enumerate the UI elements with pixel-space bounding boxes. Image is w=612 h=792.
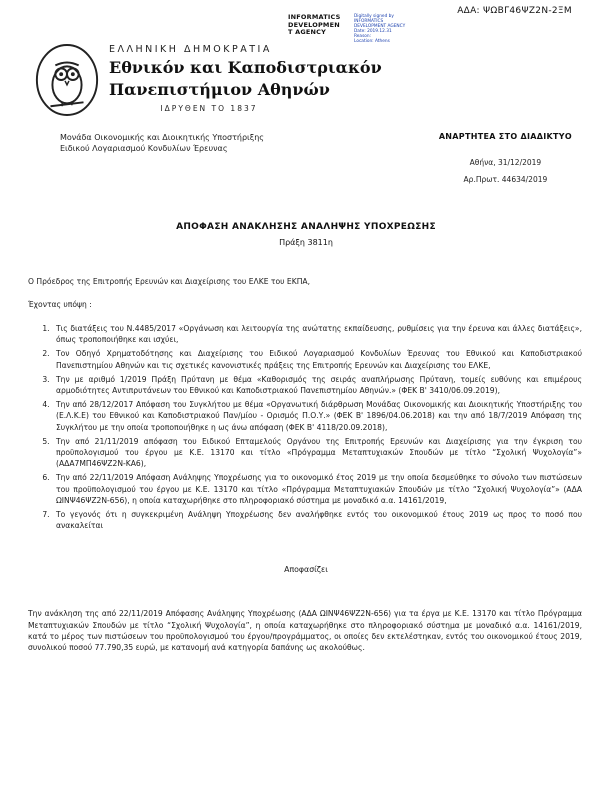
list-item: 7. Το γεγονός ότι η συγκεκριμένη Ανάληψη Υποχρέωσης δεν αναλήφθηκε εντός του οικονομικού έτους 2019 ως προς το ποσό που ανακαλείται	[52, 509, 582, 531]
university-name-line1: Εθνικόν και Καποδιστριακόν	[109, 58, 382, 77]
unit-line1: Μονάδα Οικονομικής και Διοικητικής Υποστήριξης	[60, 133, 264, 142]
list-item: 5. Την από 21/11/2019 απόφαση του Ειδικού Επταμελούς Οργάνου της Επιτροπής Ερευνών και Διαχείρισης για την έγκριση του προϋπολογισμού του έργου με Κ.Ε. 13170 και τίτλο «Πρόγραμμα Μεταπτυχιακών Σπουδών με τίτλο “Σχολική Ψυχολογία”» (ΑΔΑ7ΜΠ46ΨΖ2Ν-ΚΑ6),	[52, 436, 582, 470]
document-title: ΑΠΟΦΑΣΗ ΑΝΑΚΛΗΣΗΣ ΑΝΑΛΗΨΗΣ ΥΠΟΧΡΕΩΣΗΣ	[176, 222, 436, 232]
decision-paragraph: Την ανάκληση της από 22/11/2019 Απόφασης Ανάληψης Υποχρέωσης (ΑΔΑ ΩΙΝΨ46ΨΖ2Ν-656) για τα έργα με Κ.Ε. 13170 και τίτλο Πρόγραμμα Μεταπτυχιακών Σπουδών με τίτλο “Σχολική Ψυχολογία”, η οποία καταχωρήθηκε στο πληροφοριακό σύστημα με μοναδικό α.α. 14161/2019, κατά το μέρος των πιστώσεων του προϋπολογισμού του έργου/προγράμματος, οι οποίες δεν εκτελέστηκαν, εντός του οικονομικού έτους 2019, συνολικού ποσού 77.790,35 ευρώ, με κατανομή ανά κατηγορία δαπάνης ως ακολούθως.	[28, 609, 582, 653]
publish-on-internet-label: ΑΝΑΡΤΗΤΕΑ ΣΤΟ ΔΙΑΔΙΚΤΥΟ	[438, 132, 572, 141]
founded-label: ΙΔΡΥΘΕΝ ΤΟ 1837	[160, 104, 258, 113]
list-item: 6. Την από 22/11/2019 Απόφαση Ανάληψης Υποχρέωσης για το οικονομικό έτος 2019 με την οποία δεσμεύθηκε το σύνολο των πιστώσεων του προϋπολογισμού του έργου με Κ.Ε. 13170 και τίτλο «Πρόγραμμα Μεταπτυχιακών Σπουδών με τίτλο “Σχολική Ψυχολογία”» (ΑΔΑ ΩΙΝΨ46ΨΖ2Ν-656), η οποία καταχωρήθηκε στο πληροφοριακό σύστημα με μοναδικό α.α. 14161/2019,	[52, 472, 582, 506]
university-emblem	[33, 42, 101, 118]
protocol-block	[439, 132, 572, 184]
stamp-signature-line: Reason:	[354, 34, 372, 39]
protocol-number: Αρ.Πρωτ. 44634/2019	[463, 175, 548, 184]
intro-paragraph: Ο Πρόεδρος της Επιτροπής Ερευνών και Διαχείρισης του ΕΛΚΕ του ΕΚΠΑ,	[28, 277, 311, 286]
stamp-signature-line: Digitally signed by	[354, 14, 394, 19]
stamp-signature-line: INFORMATICS	[354, 19, 384, 24]
ada-code: ΑΔΑ: ΨΩΒΓ46ΨΖ2Ν-2ΞΜ	[457, 6, 572, 16]
hellenic-republic-label: ΕΛΛΗΝΙΚΗ ΔΗΜΟΚΡΑΤΙΑ	[109, 44, 272, 55]
stamp-signature-line: Location: Athens	[354, 39, 390, 44]
city-date: Αθήνα, 31/12/2019	[469, 158, 542, 167]
issuing-unit	[60, 132, 264, 184]
university-name-line2: Πανεπιστήμιον Αθηνών	[109, 80, 330, 99]
list-item: 2. Τον Οδηγό Χρηματοδότησης και Διαχείρισης του Ειδικού Λογαριασμού Κονδυλίων Έρευνας του Εθνικού και Καποδιστριακού Πανεπιστημίου Αθηνών και τις σχετικές κανονιστικές πράξεις της Επιτροπής Ερευνών και Διαχείρισης του ΕΛΚΕ,	[52, 348, 582, 370]
stamp-agency-line: T AGENCY	[288, 28, 327, 36]
having-regard-label: Έχοντας υπόψη :	[28, 300, 92, 309]
stamp-signature-details	[354, 14, 432, 44]
subheader	[0, 118, 612, 184]
act-number: Πράξη 3811η	[279, 238, 333, 247]
decides-label: Αποφασίζει	[284, 565, 328, 575]
owl-logo-icon	[33, 42, 101, 118]
stamp-agency-line: DEVELOPMEN	[288, 20, 340, 29]
list-item: 4. Την από 28/12/2017 Απόφαση του Συγκλήτου με θέμα «Οργανωτική διάρθρωση Μονάδας Οικονομικής και Διοικητικής Υποστήριξης του (Ε.Λ.Κ.Ε) του Εθνικού και Καποδιστριακού Παν/μίου - Ορισμός Π.Ο.Υ.» (ΦΕΚ Β' 1896/04.06.2018) και την από 18/7/2019 Απόφαση της Συγκλήτου με την οποία τροποποιήθηκε η ως άνω απόφαση (ΦΕΚ Β' 4118/20.09.2018),	[52, 399, 582, 433]
stamp-signature-line: DEVELOPMENT AGENCY	[354, 24, 406, 29]
list-item: 3. Την με αριθμό 1/2019 Πράξη Πρύτανη με θέμα «Καθορισμός της σειράς αναπλήρωσης Πρύτανη, τομείς ευθύνης και επιμέρους αρμοδιότητες Αντιπρυτάνεων του Εθνικού και Καποδιστριακού Πανεπιστημίου Αθηνών.» (ΦΕΚ Β' 3410/06.09.2019),	[52, 374, 582, 396]
university-name-block	[101, 42, 382, 113]
list-item: 1. Τις διατάξεις του Ν.4485/2017 «Οργάνωση και λειτουργία της ανώτατης εκπαίδευσης, ρυθμίσεις για την έρευνα και άλλες διατάξεις», όπως τροποποιήθηκε και ισχύει,	[52, 323, 582, 345]
stamp-signature-line: Date: 2019.12.31	[354, 29, 392, 34]
document-title-block	[0, 222, 612, 247]
digital-signature-stamp	[288, 14, 432, 44]
stamp-agency-name	[288, 14, 350, 37]
considerations-list	[28, 323, 582, 531]
stamp-agency-line: INFORMATICS	[288, 13, 341, 21]
unit-line2: Ειδικού Λογαριασμού Κονδυλίων Έρευνας	[60, 144, 228, 153]
